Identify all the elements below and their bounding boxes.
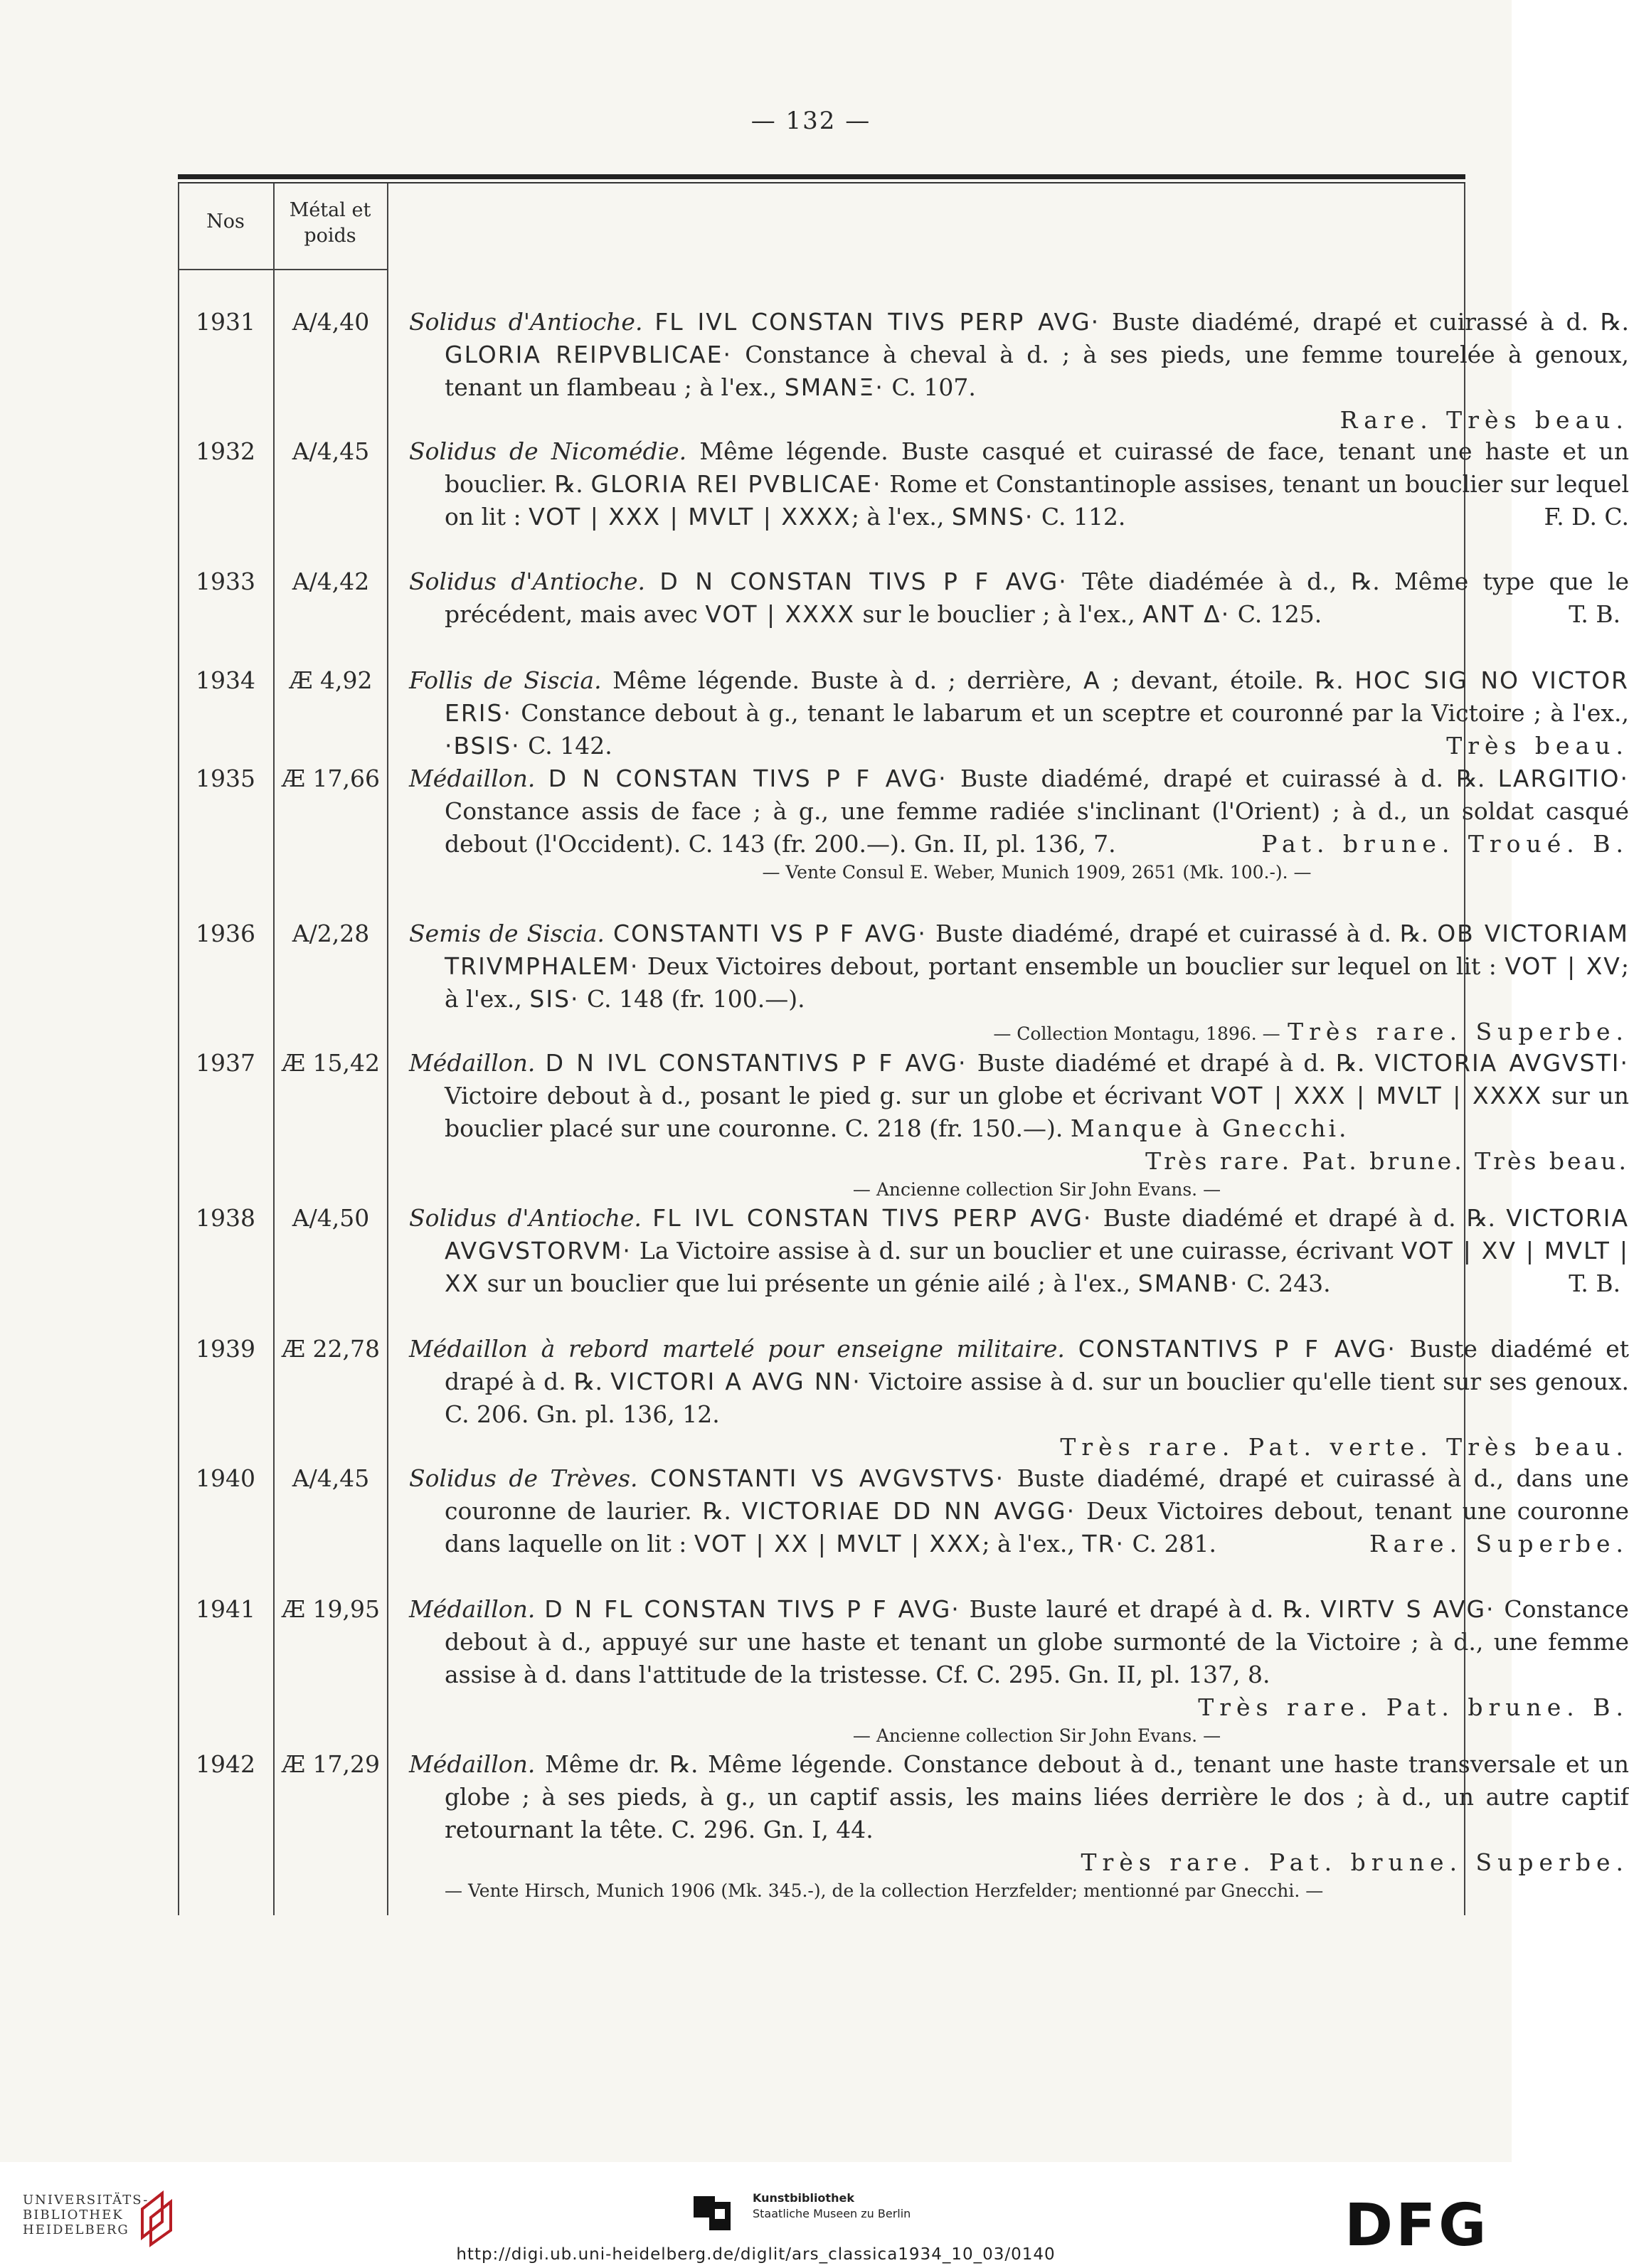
entry-metal: A/4,42 bbox=[292, 568, 370, 595]
reference: C. 125. bbox=[1237, 600, 1322, 628]
entry-description bbox=[409, 1202, 1629, 1300]
obverse-legend: D N CONSTAN TIVS P F AVG· bbox=[659, 568, 1068, 595]
obverse-text: Même légende. Buste casqué et cuirassé de face, tenant une haste et un bouclier. bbox=[445, 437, 1629, 498]
obverse-text: Buste diadémé et drapé à d. bbox=[1103, 1204, 1456, 1232]
reverse-text: Victoire debout à d., posant le pied g. sur un globe et écrivant bbox=[445, 1082, 1202, 1109]
reference: C. 281. bbox=[1132, 1530, 1216, 1558]
grade: Très rare. Superbe. bbox=[1288, 1018, 1629, 1045]
entry-description bbox=[409, 1462, 1629, 1560]
heidelberg-logo-icon bbox=[134, 2190, 184, 2247]
kunstbibliothek-title: Kunstbibliothek bbox=[753, 2191, 854, 2205]
column-divider bbox=[387, 183, 388, 1915]
entry-metal: Æ 19,95 bbox=[282, 1595, 380, 1623]
provenance: — Vente Hirsch, Munich 1906 (Mk. 345.-), de la collection Herzfelder; mentionné par Gnecchi. — bbox=[445, 1880, 1324, 1901]
obverse-text: Buste diadémé, drapé et cuirassé à d. bbox=[1112, 308, 1589, 336]
entry-metal: A/4,45 bbox=[292, 1464, 370, 1492]
entry-metal: Æ 22,78 bbox=[282, 1335, 380, 1363]
obverse-legend: FL IVL CONSTAN TIVS PERP AVG· bbox=[654, 308, 1100, 336]
reverse-mark: ℞. bbox=[702, 1497, 731, 1525]
mint-mark: SMANB· bbox=[1137, 1269, 1239, 1297]
entry-number: 1937 bbox=[196, 1049, 255, 1077]
obverse-text: Buste diadémé, drapé et cuirassé à d. bbox=[935, 920, 1392, 947]
entry-number: 1934 bbox=[196, 666, 255, 694]
source-url-link[interactable]: http://digi.ub.uni-heidelberg.de/diglit/ars_classica1934_10_03/0140 bbox=[456, 2245, 1056, 2264]
table-top-rule-thin bbox=[178, 182, 1465, 183]
entry-description bbox=[409, 1047, 1629, 1202]
entry-description bbox=[409, 664, 1629, 762]
entry-metal: Æ 17,66 bbox=[282, 765, 380, 792]
vot-inscription: VOT | XXX | MVLT | XXXX bbox=[1211, 1082, 1543, 1109]
vot-inscription: VOT | XV bbox=[1505, 952, 1621, 980]
kunstbibliothek-subtitle: Staatliche Museen zu Berlin bbox=[753, 2207, 911, 2220]
obverse-text: Buste diadémé, drapé et cuirassé à d., dans une couronne de laurier. bbox=[445, 1464, 1629, 1525]
entry-description bbox=[409, 1593, 1629, 1748]
reverse-mark: ℞. bbox=[1336, 1049, 1365, 1077]
coin-type: Médaillon. bbox=[409, 765, 536, 792]
reverse-mark: ℞. bbox=[1466, 1204, 1495, 1232]
obverse-legend: CONSTANTI VS AVGVSTVS· bbox=[649, 1464, 1005, 1492]
obverse-text: Tête diadémée à d., bbox=[1082, 568, 1337, 595]
entry-number: 1940 bbox=[196, 1464, 255, 1492]
entry-description bbox=[409, 435, 1629, 533]
reference: C. 112. bbox=[1041, 503, 1126, 531]
entry-metal: A/4,50 bbox=[292, 1204, 370, 1232]
coin-type: Semis de Siscia. bbox=[409, 920, 605, 947]
gnecchi-note: Manque à Gnecchi. bbox=[1070, 1114, 1349, 1142]
entry-metal: Æ 17,29 bbox=[282, 1750, 380, 1778]
library-name-line: UNIVERSITÄTS- bbox=[23, 2193, 149, 2208]
reference: C. 148 (fr. 100.—). bbox=[587, 985, 805, 1013]
obverse-text: Même dr. bbox=[545, 1750, 660, 1778]
exergue-text: ; à l'ex., bbox=[851, 503, 945, 531]
reverse-legend: GLORIA REI PVBLICAE· bbox=[590, 470, 882, 498]
entry-number: 1935 bbox=[196, 765, 255, 792]
coin-type: Solidus d'Antioche. bbox=[409, 1204, 642, 1232]
dfg-logo: DFG bbox=[1344, 2192, 1490, 2259]
entry-number: 1939 bbox=[196, 1335, 255, 1363]
coin-type: Solidus de Trèves. bbox=[409, 1464, 638, 1492]
reverse-mark: ℞. bbox=[669, 1750, 699, 1778]
reverse-mark: ℞. bbox=[554, 470, 583, 498]
mint-mark: ·BSIS· bbox=[445, 732, 521, 760]
reverse-mark: ℞. bbox=[1600, 308, 1629, 336]
provenance: — Collection Montagu, 1896. — bbox=[993, 1023, 1280, 1044]
coin-type: Solidus d'Antioche. bbox=[409, 568, 646, 595]
entry-number: 1936 bbox=[196, 920, 255, 947]
reference: C. 142. bbox=[528, 732, 612, 760]
provenance: — Ancienne collection Sir John Evans. — bbox=[852, 1725, 1221, 1746]
entry-description bbox=[409, 1333, 1629, 1464]
provenance: — Vente Consul E. Weber, Munich 1909, 2651 (Mk. 100.-). — bbox=[762, 862, 1312, 883]
obverse-legend: D N FL CONSTAN TIVS P F AVG· bbox=[544, 1595, 960, 1623]
coin-type: Médaillon. bbox=[409, 1750, 536, 1778]
coin-type: Solidus de Nicomédie. bbox=[409, 437, 687, 465]
reverse-legend: LARGITIO· bbox=[1497, 765, 1629, 792]
exergue-text: ; à l'ex., bbox=[982, 1530, 1075, 1558]
reverse-legend: VICTORIA AVGVSTI· bbox=[1374, 1049, 1629, 1077]
exergue-text: sur un bouclier que lui présente un génie ailé ; à l'ex., bbox=[487, 1269, 1131, 1297]
reverse-text: Même type que le précédent, mais avec bbox=[445, 568, 1629, 628]
obverse-text: Buste diadémé, drapé et cuirassé à d. bbox=[960, 765, 1443, 792]
reverse-text: Rome et Constantinople assises, tenant un bouclier sur lequel on lit : bbox=[445, 470, 1629, 531]
reverse-legend: VIRTV S AVG· bbox=[1320, 1595, 1495, 1623]
column-divider bbox=[273, 183, 275, 1915]
entry-number: 1938 bbox=[196, 1204, 255, 1232]
entry-number: 1931 bbox=[196, 308, 255, 336]
provenance: — Ancienne collection Sir John Evans. — bbox=[852, 1179, 1221, 1200]
vot-inscription: VOT | XX | MVLT | XXX bbox=[694, 1530, 982, 1558]
grade: T. B. bbox=[1569, 600, 1621, 628]
heidelberg-library-name bbox=[23, 2193, 149, 2237]
obverse-legend: D N IVL CONSTANTIVS P F AVG· bbox=[545, 1049, 967, 1077]
obverse-legend: FL IVL CONSTAN TIVS PERP AVG· bbox=[652, 1204, 1093, 1232]
reverse-text-2: sur un bouclier placé sur une couronne. C. 218 (fr. 150.—). bbox=[445, 1082, 1629, 1142]
reverse-mark: ℞. bbox=[1456, 765, 1485, 792]
obverse-text: Buste diadémé et drapé à d. bbox=[977, 1049, 1327, 1077]
reverse-text: Même légende. Constance debout à d., tenant une haste transversale et un globe ; à ses pieds, à g., un captif assis, les mains liées derrière le dos ; à d., un autre captif retournant la tête. C. 296. Gn. I, 44. bbox=[445, 1750, 1629, 1843]
reference: C. 243. bbox=[1246, 1269, 1331, 1297]
library-name-line: BIBLIOTHEK bbox=[23, 2208, 124, 2222]
entry-description bbox=[409, 917, 1629, 1050]
header-rule bbox=[178, 269, 387, 270]
mint-mark: SMNS· bbox=[951, 503, 1034, 531]
grade: Pat. brune. Troué. B. bbox=[1261, 830, 1629, 858]
entry-metal: A/4,40 bbox=[292, 308, 370, 336]
reverse-text: La Victoire assise à d. sur un bouclier et une cuirasse, écrivant bbox=[639, 1237, 1394, 1265]
grade: Très beau. bbox=[1446, 732, 1629, 760]
mint-mark: SMANΞ· bbox=[784, 373, 884, 401]
obverse-legend: CONSTANTIVS P F AVG· bbox=[1078, 1335, 1396, 1363]
grade: T. B. bbox=[1569, 1269, 1621, 1297]
reverse-text: Deux Victoires debout, tenant une couronne dans laquelle on lit : bbox=[445, 1497, 1629, 1558]
coin-type: Médaillon à rebord martelé pour enseigne militaire. bbox=[409, 1335, 1065, 1363]
header-metal-poids: Métal et poids bbox=[289, 199, 371, 247]
grade: Rare. Très beau. bbox=[1339, 406, 1629, 434]
grade: Très rare. Pat. verte. Très beau. bbox=[1060, 1433, 1629, 1461]
entry-metal: A/4,45 bbox=[292, 437, 370, 465]
obverse-text: Buste diadémé et drapé à d. bbox=[445, 1335, 1629, 1395]
grade: Très rare. Pat. brune. B. bbox=[1198, 1693, 1629, 1721]
library-name-line: HEIDELBERG bbox=[23, 2222, 129, 2237]
exergue-text: ; à l'ex., bbox=[445, 952, 1629, 1013]
reverse-text: Constance assis de face ; à g., une femme radiée s'inclinant (l'Orient) ; à d., un soldat casqué debout (l'Occident). C. 143 (fr. 200.—). Gn. II, pl. 136, 7. bbox=[445, 797, 1629, 858]
digitization-footer bbox=[0, 2162, 1512, 2268]
entry-metal: Æ 4,92 bbox=[289, 666, 373, 694]
reverse-text: Constance debout à d., appuyé sur une haste et tenant un globe surmonté de la Victoire ; à d., une femme assise à d. dans l'attitude de la tristesse. Cf. C. 295. Gn. II, pl. 137, 8. bbox=[445, 1595, 1629, 1688]
obverse-text-2: ; devant, étoile. bbox=[1112, 666, 1305, 694]
mint-mark: ANT Δ· bbox=[1142, 600, 1231, 628]
page-number: — 132 — bbox=[750, 107, 871, 135]
reverse-mark: ℞. bbox=[1315, 666, 1344, 694]
reverse-legend: VICTORIA AVGVSTORVM· bbox=[445, 1204, 1629, 1265]
grade: Très rare. Pat. brune. Très beau. bbox=[1145, 1147, 1629, 1175]
coin-type: Follis de Siscia. bbox=[409, 666, 602, 694]
reverse-text: Deux Victoires debout, portant ensemble un bouclier sur lequel on lit : bbox=[647, 952, 1497, 980]
entry-description bbox=[409, 1748, 1629, 1903]
reverse-legend: GLORIA REIPVBLICAE· bbox=[445, 341, 732, 368]
reverse-text: Constance debout à g., tenant le labarum et un sceptre et couronné par la Victoire ; à l'ex., bbox=[521, 699, 1629, 727]
exergue-text: sur le bouclier ; à l'ex., bbox=[862, 600, 1135, 628]
reference: C. 107. bbox=[891, 373, 976, 401]
entry-number: 1942 bbox=[196, 1750, 255, 1778]
coin-type: Solidus d'Antioche. bbox=[409, 308, 643, 336]
entry-metal: Æ 15,42 bbox=[282, 1049, 380, 1077]
obverse-legend: D N CONSTAN TIVS P F AVG· bbox=[548, 765, 948, 792]
coin-type: Médaillon. bbox=[409, 1595, 536, 1623]
coin-type: Médaillon. bbox=[409, 1049, 536, 1077]
entry-metal: A/2,28 bbox=[292, 920, 370, 947]
obverse-text: Buste lauré et drapé à d. bbox=[969, 1595, 1274, 1623]
reverse-legend: HOC SIG NO VICTOR ERIS· bbox=[445, 666, 1629, 727]
kunstbibliothek-name bbox=[753, 2190, 911, 2222]
grade: F. D. C. bbox=[1544, 503, 1629, 531]
kunstbibliothek-logo-icon bbox=[694, 2196, 743, 2232]
field-mark: A bbox=[1083, 666, 1101, 694]
grade: Très rare. Pat. brune. Superbe. bbox=[1081, 1848, 1629, 1876]
reverse-mark: ℞. bbox=[1283, 1595, 1312, 1623]
obverse-legend: CONSTANTI VS P F AVG· bbox=[612, 920, 927, 947]
entry-description bbox=[409, 762, 1629, 885]
entry-description bbox=[409, 565, 1629, 631]
entry-number: 1932 bbox=[196, 437, 255, 465]
header-nos: Nos bbox=[206, 211, 245, 233]
grade: Rare. Superbe. bbox=[1369, 1530, 1629, 1558]
vot-inscription: VOT | XXXX bbox=[705, 600, 856, 628]
reverse-legend: VICTORIAE DD NN AVGG· bbox=[741, 1497, 1076, 1525]
obverse-text: Même légende. Buste à d. ; derrière, bbox=[612, 666, 1073, 694]
vot-inscription: VOT | XXX | MVLT | XXXX bbox=[529, 503, 851, 531]
vot-inscription: VOT | XV | MVLT | XX bbox=[445, 1237, 1629, 1297]
reverse-text: Constance à cheval à d. ; à ses pieds, une femme tourelée à genoux, tenant un flambeau ; à l'ex., bbox=[445, 341, 1629, 401]
entry-number: 1933 bbox=[196, 568, 255, 595]
entry-description bbox=[409, 306, 1629, 437]
entry-number: 1941 bbox=[196, 1595, 255, 1623]
mint-mark: TR· bbox=[1082, 1530, 1125, 1558]
reverse-text: Victoire assise à d. sur un bouclier qu'elle tient sur ses genoux. C. 206. Gn. pl. 136, 12. bbox=[445, 1368, 1629, 1428]
reverse-legend: OB VICTORIAM TRIVMPHALEM· bbox=[445, 920, 1629, 980]
reverse-mark: ℞. bbox=[1400, 920, 1429, 947]
table-top-rule bbox=[178, 174, 1465, 179]
reverse-mark: ℞. bbox=[1351, 568, 1380, 595]
mint-mark: SIS· bbox=[529, 985, 580, 1013]
reverse-mark: ℞. bbox=[573, 1368, 603, 1395]
reverse-legend: VICTORI A AVG NN· bbox=[610, 1368, 861, 1395]
